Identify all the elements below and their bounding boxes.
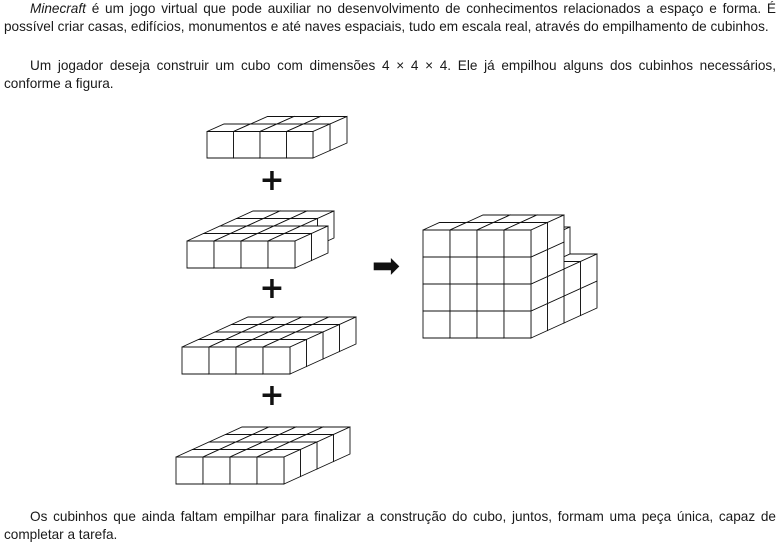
cube-face xyxy=(477,311,504,338)
cube-face xyxy=(209,347,236,374)
cube-face xyxy=(263,347,290,374)
cube-face xyxy=(287,132,314,159)
cube-face xyxy=(187,241,214,268)
cube-face xyxy=(477,257,504,284)
cube-face xyxy=(504,230,531,257)
cube-face xyxy=(504,257,531,284)
cube-face xyxy=(504,311,531,338)
cube-face xyxy=(214,241,241,268)
arrow-right-icon: ➡ xyxy=(371,246,401,286)
cube-face xyxy=(450,257,477,284)
intro-text: é um jogo virtual que pode auxiliar no desenvolvimento de conhecimentos relacionados a espaço e forma. É possível criar casas, edifícios, monumentos e até naves espaciais, tudo em escala real, através do empilhamento de cubinhos. xyxy=(4,1,776,34)
task-text: Um jogador deseja construir um cubo com dimensões 4 × 4 × 4. Ele já empilhou alguns dos cubinhos necessários, conforme a figura. xyxy=(4,58,776,91)
cube-face xyxy=(203,457,230,484)
cube-face xyxy=(234,132,261,159)
cube-face xyxy=(423,230,450,257)
plus-sign-1: + xyxy=(259,163,285,198)
cube-face xyxy=(477,230,504,257)
layer-piece-1 xyxy=(207,117,347,159)
cube-face xyxy=(182,347,209,374)
cube-face xyxy=(450,284,477,311)
layer-piece-2 xyxy=(187,211,334,268)
layer-piece-4 xyxy=(176,427,350,484)
cube-face xyxy=(423,311,450,338)
cube-face xyxy=(268,241,295,268)
cube-face xyxy=(257,457,284,484)
cube-face xyxy=(477,284,504,311)
cube-face xyxy=(176,457,203,484)
cube-face xyxy=(423,257,450,284)
question-paragraph xyxy=(4,508,776,544)
cube-face xyxy=(207,132,234,159)
minecraft-title: Minecraft xyxy=(30,1,86,16)
plus-sign-3: + xyxy=(259,378,285,413)
cube-face xyxy=(504,284,531,311)
question-text: Os cubinhos que ainda faltam empilhar para finalizar a construção do cubo, juntos, formam uma peça única, capaz de completar a tarefa. xyxy=(4,509,776,542)
cube-face xyxy=(230,457,257,484)
cube-face xyxy=(450,311,477,338)
cube-face xyxy=(450,230,477,257)
cube-face xyxy=(241,241,268,268)
cube-face xyxy=(260,132,287,159)
cube-face xyxy=(423,284,450,311)
cube-face xyxy=(236,347,263,374)
partial-cube-assembly xyxy=(423,215,597,338)
plus-sign-2: + xyxy=(259,271,285,306)
layer-piece-3 xyxy=(182,317,356,374)
